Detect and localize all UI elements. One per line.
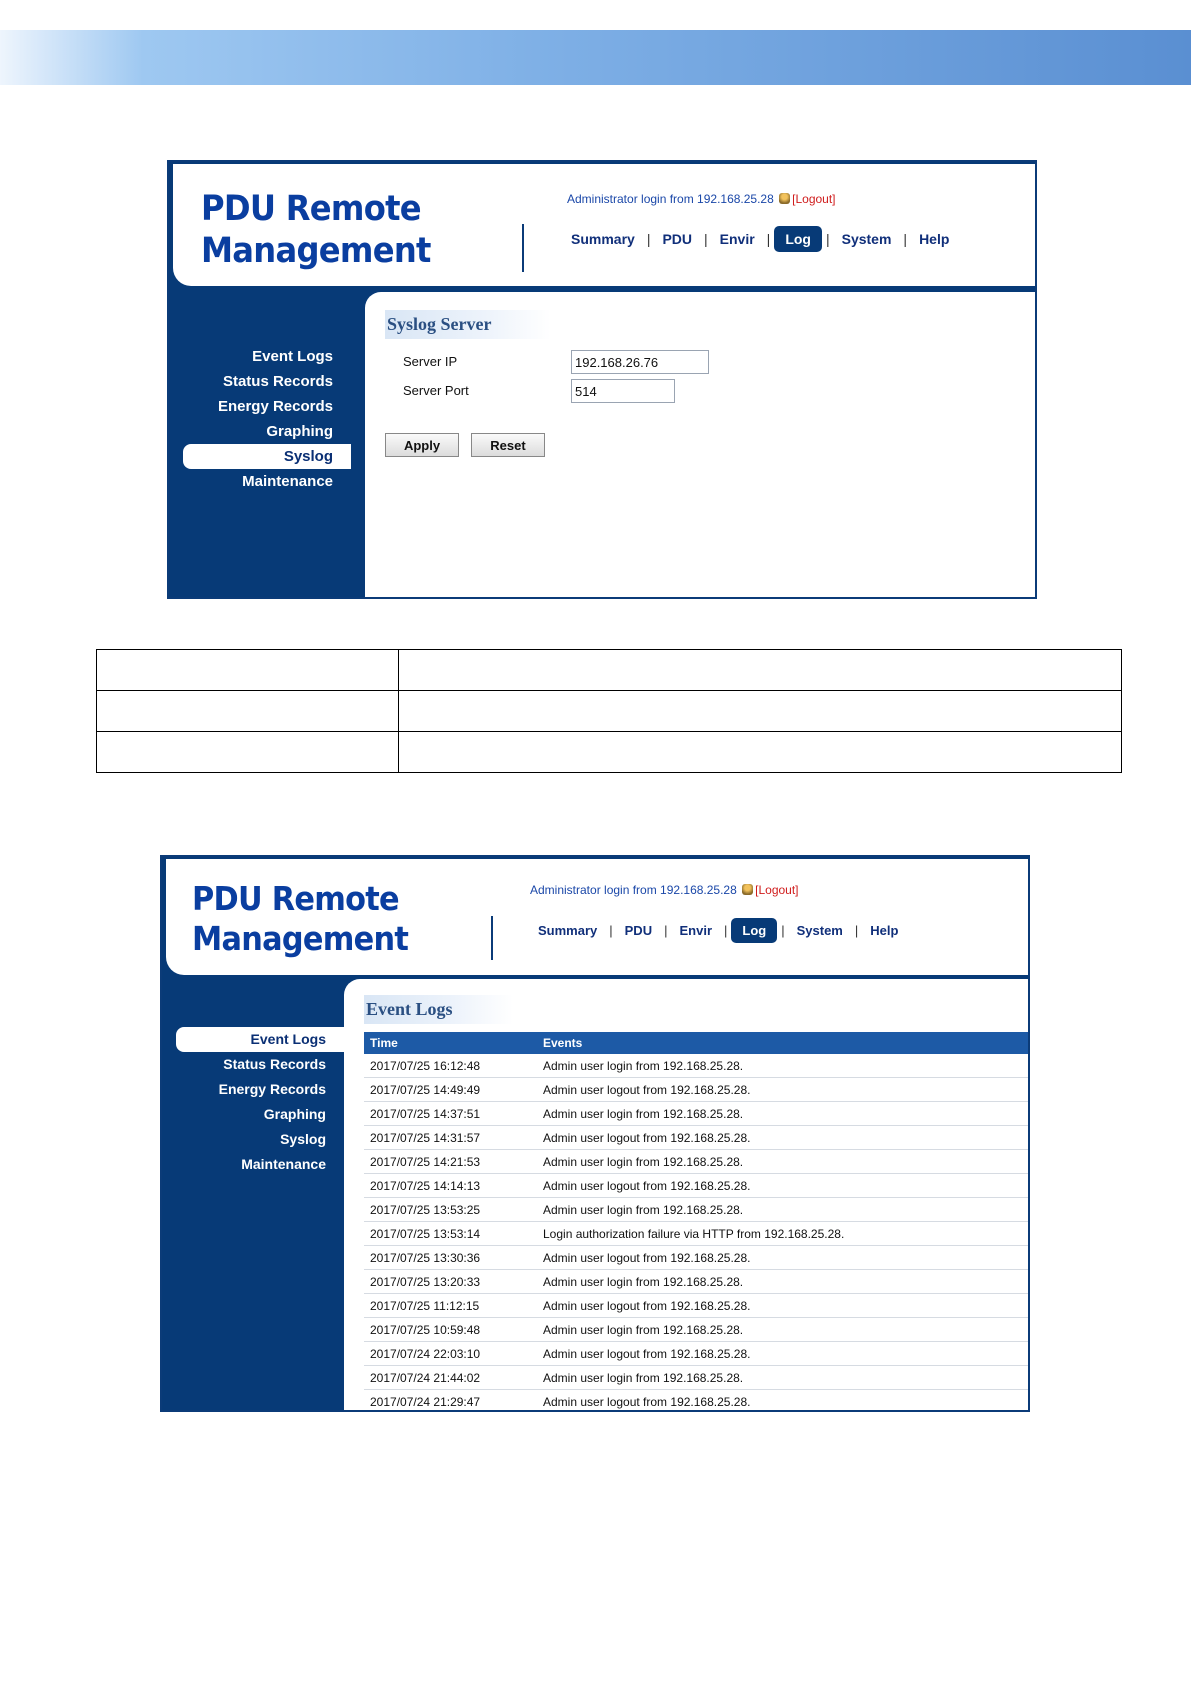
sidebar-item-syslog[interactable]: Syslog	[280, 1131, 326, 1147]
table-header-row	[364, 1032, 1030, 1054]
server-port-input[interactable]	[571, 379, 675, 403]
table-row: 2017/07/25 16:12:48 Admin user login from 192.168.25.28.	[364, 1054, 1030, 1078]
header-divider	[522, 224, 524, 272]
tab-log[interactable]: Log	[731, 918, 777, 943]
app-logo: PDU Remote Management	[192, 879, 409, 958]
tab-envir[interactable]: Envir	[679, 923, 712, 938]
table-row: 2017/07/25 14:31:57 Admin user logout from 192.168.25.28.	[364, 1126, 1030, 1150]
table-row: 2017/07/24 22:03:10 Admin user logout from 192.168.25.28.	[364, 1342, 1030, 1366]
sidebar-item-maintenance[interactable]: Maintenance	[242, 473, 333, 490]
table-row: 2017/07/25 14:14:13 Admin user logout from 192.168.25.28.	[364, 1174, 1030, 1198]
reset-button[interactable]: Reset	[471, 433, 545, 457]
tab-summary[interactable]: Summary	[571, 231, 635, 247]
tab-help[interactable]: Help	[919, 231, 950, 247]
event-log-table	[364, 1032, 1030, 1412]
main-content	[365, 292, 1035, 597]
sidebar	[176, 1027, 344, 1177]
tab-log[interactable]: Log	[774, 226, 822, 252]
eventlog-screenshot	[160, 855, 1030, 1412]
sidebar-item-graphing[interactable]: Graphing	[263, 1106, 326, 1122]
column-header-time: Time	[364, 1032, 537, 1054]
login-status: Administrator login from 192.168.25.28 [Logout]	[567, 192, 836, 206]
app-header	[166, 859, 1028, 975]
tab-envir[interactable]: Envir	[719, 231, 755, 247]
app-logo: PDU Remote Management	[201, 189, 431, 271]
lock-icon	[779, 193, 790, 204]
table-row: 2017/07/25 10:59:48 Admin user login from 192.168.25.28.	[364, 1318, 1030, 1342]
main-nav: Summary | PDU | Envir | Log | System | Help	[538, 918, 898, 943]
tab-system[interactable]: System	[796, 923, 843, 938]
table-row: 2017/07/25 14:37:51 Admin user login from 192.168.25.28.	[364, 1102, 1030, 1126]
table-row: 2017/07/25 13:20:33 Admin user login from 192.168.25.28.	[364, 1270, 1030, 1294]
apply-button[interactable]: Apply	[385, 433, 459, 457]
sidebar-item-energy-records[interactable]: Energy Records	[217, 398, 333, 415]
table-row: 2017/07/25 13:53:14 Login authorization failure via HTTP from 192.168.25.28.	[364, 1222, 1030, 1246]
header-divider	[491, 916, 493, 960]
table-row: 2017/07/24 21:29:47 Admin user logout from 192.168.25.28.	[364, 1390, 1030, 1413]
sidebar-item-status-records[interactable]: Status Records	[223, 1056, 326, 1072]
server-ip-label: Server IP	[403, 354, 458, 369]
syslog-screenshot	[167, 160, 1037, 599]
document-table	[96, 649, 1122, 773]
tab-summary[interactable]: Summary	[538, 923, 598, 938]
page-header-band	[0, 30, 1191, 85]
tab-help[interactable]: Help	[870, 923, 899, 938]
table-row: 2017/07/25 13:30:36 Admin user logout from 192.168.25.28.	[364, 1246, 1030, 1270]
app-header	[173, 164, 1035, 286]
tab-system[interactable]: System	[841, 231, 892, 247]
tab-pdu[interactable]: PDU	[624, 923, 653, 938]
sidebar-item-graphing[interactable]: Graphing	[266, 423, 333, 440]
server-ip-input[interactable]	[571, 350, 709, 374]
server-port-label: Server Port	[403, 383, 469, 398]
tab-pdu[interactable]: PDU	[662, 231, 693, 247]
logout-link[interactable]: [Logout]	[792, 192, 836, 206]
main-content	[344, 979, 1028, 1410]
table-row: 2017/07/24 21:44:02 Admin user login from 192.168.25.28.	[364, 1366, 1030, 1390]
sidebar-item-status-records[interactable]: Status Records	[222, 373, 333, 390]
section-title: Event Logs	[364, 995, 513, 1024]
section-title: Syslog Server	[385, 310, 551, 339]
main-nav: Summary | PDU | Envir | Log | System | Help	[571, 226, 949, 252]
table-row: 2017/07/25 14:49:49 Admin user logout from 192.168.25.28.	[364, 1078, 1030, 1102]
table-row: 2017/07/25 11:12:15 Admin user logout from 192.168.25.28.	[364, 1294, 1030, 1318]
sidebar-item-maintenance[interactable]: Maintenance	[241, 1156, 326, 1172]
sidebar-item-event-logs[interactable]: Event Logs	[176, 1027, 344, 1052]
table-row: 2017/07/25 13:53:25 Admin user login from 192.168.25.28.	[364, 1198, 1030, 1222]
table-row: 2017/07/25 14:21:53 Admin user login from 192.168.25.28.	[364, 1150, 1030, 1174]
logout-link[interactable]: [Logout]	[755, 883, 799, 897]
lock-icon	[742, 884, 753, 895]
sidebar-item-syslog[interactable]: Syslog	[183, 444, 351, 469]
column-header-events: Events	[537, 1032, 1030, 1054]
login-status: Administrator login from 192.168.25.28 [Logout]	[530, 883, 799, 897]
sidebar	[183, 344, 351, 494]
sidebar-item-energy-records[interactable]: Energy Records	[218, 1081, 326, 1097]
sidebar-item-event-logs[interactable]: Event Logs	[252, 348, 333, 365]
